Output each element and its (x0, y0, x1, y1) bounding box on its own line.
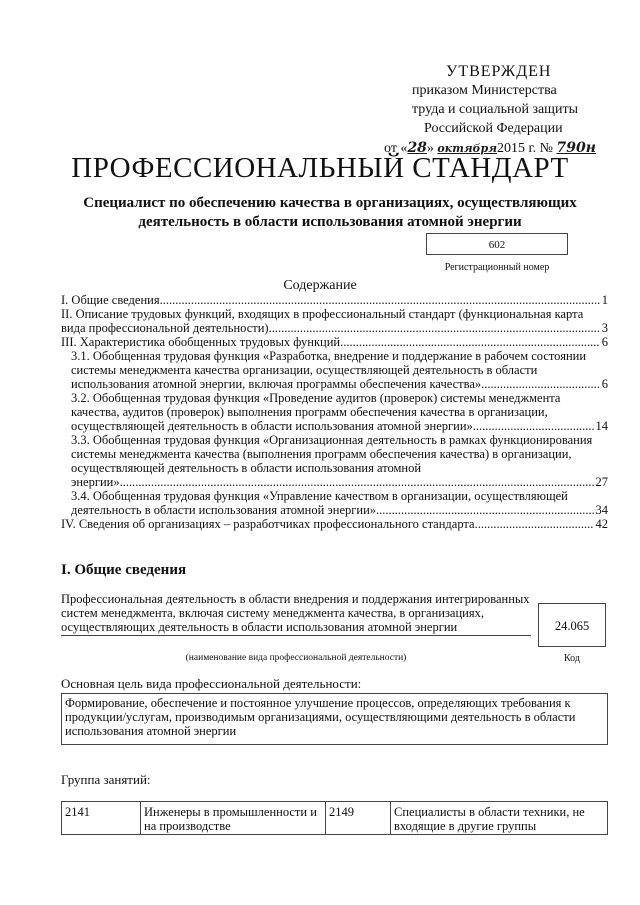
code-caption: Код (564, 653, 580, 664)
approval-line-1: приказом Министерства (412, 83, 557, 98)
toc-entry (61, 349, 608, 391)
toc-page-number: 27 (595, 475, 608, 489)
toc-page-number: 34 (595, 503, 608, 517)
occupation-group-label: Группа занятий: (61, 772, 151, 787)
handwritten-month: октября (437, 142, 497, 155)
registration-number-label: Регистрационный номер (444, 262, 550, 273)
approval-line-2: труда и социальной защиты (412, 102, 578, 117)
toc-entry-title: III. Характеристика обобщенных трудовых функций (61, 335, 341, 349)
table-row (62, 802, 608, 835)
toc-entry-title: I. Общие сведения (61, 293, 160, 307)
table-of-contents (61, 293, 608, 531)
occupation-name-2: Специалисты в области техники, не входящие в другие группы (391, 802, 608, 835)
toc-entry (61, 307, 608, 335)
toc-entry-text: 3.2. Обобщенная трудовая функция «Проведение аудитов (проверок) системы менеджмента качества, аудитов (проверок) выполнения программ обеспечения качества в организации, (71, 391, 561, 419)
toc-leader-dots (340, 335, 600, 349)
activity-kind-text: Профессиональная деятельность в области внедрения и поддержания интегрированных систем менеджмента, включая систему менеджмента качества, в организациях, осуществляющих деятельность в области использования атомной энергии (61, 592, 530, 634)
toc-entry-title: использования атомной энергии, включая программы обеспечения качества» (71, 377, 482, 391)
toc-entry-title: IV. Сведения об организациях – разработчиках профессионального стандарта (61, 517, 475, 531)
toc-leader-dots (160, 293, 600, 307)
handwritten-order-number: 790н (556, 140, 596, 156)
toc-leader-dots (120, 475, 594, 489)
toc-entry-text: 3.1. Обобщенная трудовая функция «Разработка, внедрение и поддержание в рабочем состоянии системы менеджмента качества организации, осуществляющей деятельность в области (71, 349, 587, 377)
toc-entry (61, 335, 608, 349)
toc-leader-dots (481, 377, 600, 391)
toc-leader-dots (475, 517, 594, 531)
goal-text-box: Формирование, обеспечение и постоянное улучшение процессов, определяющих требования к продукции/услугам, производимым организациями, осуществляющими деятельность в области использования атомной энергии (61, 693, 608, 745)
toc-entry-text: 3.4. Обобщенная трудовая функция «Управление качеством в организации, осуществляющей (71, 489, 568, 503)
toc-entry-text: 3.3. Обобщенная трудовая функция «Организационная деятельность в рамках функционирования системы менеджмента качества (выполнения программ обеспечения качества) в организации, осуществляющей деятельность в области использования атомной (71, 433, 593, 475)
activity-kind-caption: (наименование вида профессиональной деятельности) (185, 653, 407, 663)
page-title: ПРОФЕССИОНАЛЬНЫЙ СТАНДАРТ (71, 152, 569, 184)
toc-entry (61, 433, 608, 489)
toc-page-number: 1 (601, 293, 608, 307)
activity-code-box: 24.065 (538, 603, 606, 647)
toc-leader-dots (376, 503, 593, 517)
approval-line-3: Российской Федерации (424, 121, 563, 136)
approval-block (384, 62, 594, 158)
toc-title: Содержание (283, 278, 357, 293)
toc-entry-title: деятельность в области использования атомной энергии» (71, 503, 377, 517)
occupation-code-1: 2141 (62, 802, 141, 835)
toc-page-number: 42 (595, 517, 608, 531)
occupation-group-table (61, 801, 608, 835)
standard-subtitle: Специалист по обеспечению качества в организациях, осуществляющих деятельность в области использования атомной энергии (83, 195, 577, 230)
section-heading: I. Общие сведения (61, 562, 187, 578)
toc-entry-title: вида профессиональной деятельности) (61, 321, 269, 335)
goal-label: Основная цель вида профессиональной деятельности: (61, 676, 362, 691)
toc-page-number: 14 (595, 419, 608, 433)
toc-entry (61, 517, 608, 531)
toc-leader-dots (269, 321, 600, 335)
toc-entry-text: II. Описание трудовых функций, входящих в профессиональный стандарт (функциональная карта (61, 307, 584, 321)
toc-leader-dots (473, 419, 594, 433)
toc-entry-title: энергии» (71, 475, 120, 489)
occupation-name-1: Инженеры в промышленности и на производстве (141, 802, 326, 835)
toc-entry (61, 489, 608, 517)
toc-entry (61, 391, 608, 433)
approval-heading: УТВЕРЖДЕН (446, 63, 552, 80)
toc-entry (61, 293, 608, 307)
toc-page-number: 6 (601, 377, 608, 391)
approval-date-line: от «28» октября2015 г. № 790н (384, 140, 596, 156)
handwritten-day: 28 (407, 140, 427, 156)
occupation-code-2: 2149 (326, 802, 391, 835)
registration-number-box: 602 (426, 233, 568, 255)
toc-page-number: 6 (601, 335, 608, 349)
toc-entry-title: осуществляющей деятельность в области использования атомной энергии» (71, 419, 473, 433)
toc-page-number: 3 (601, 321, 608, 335)
